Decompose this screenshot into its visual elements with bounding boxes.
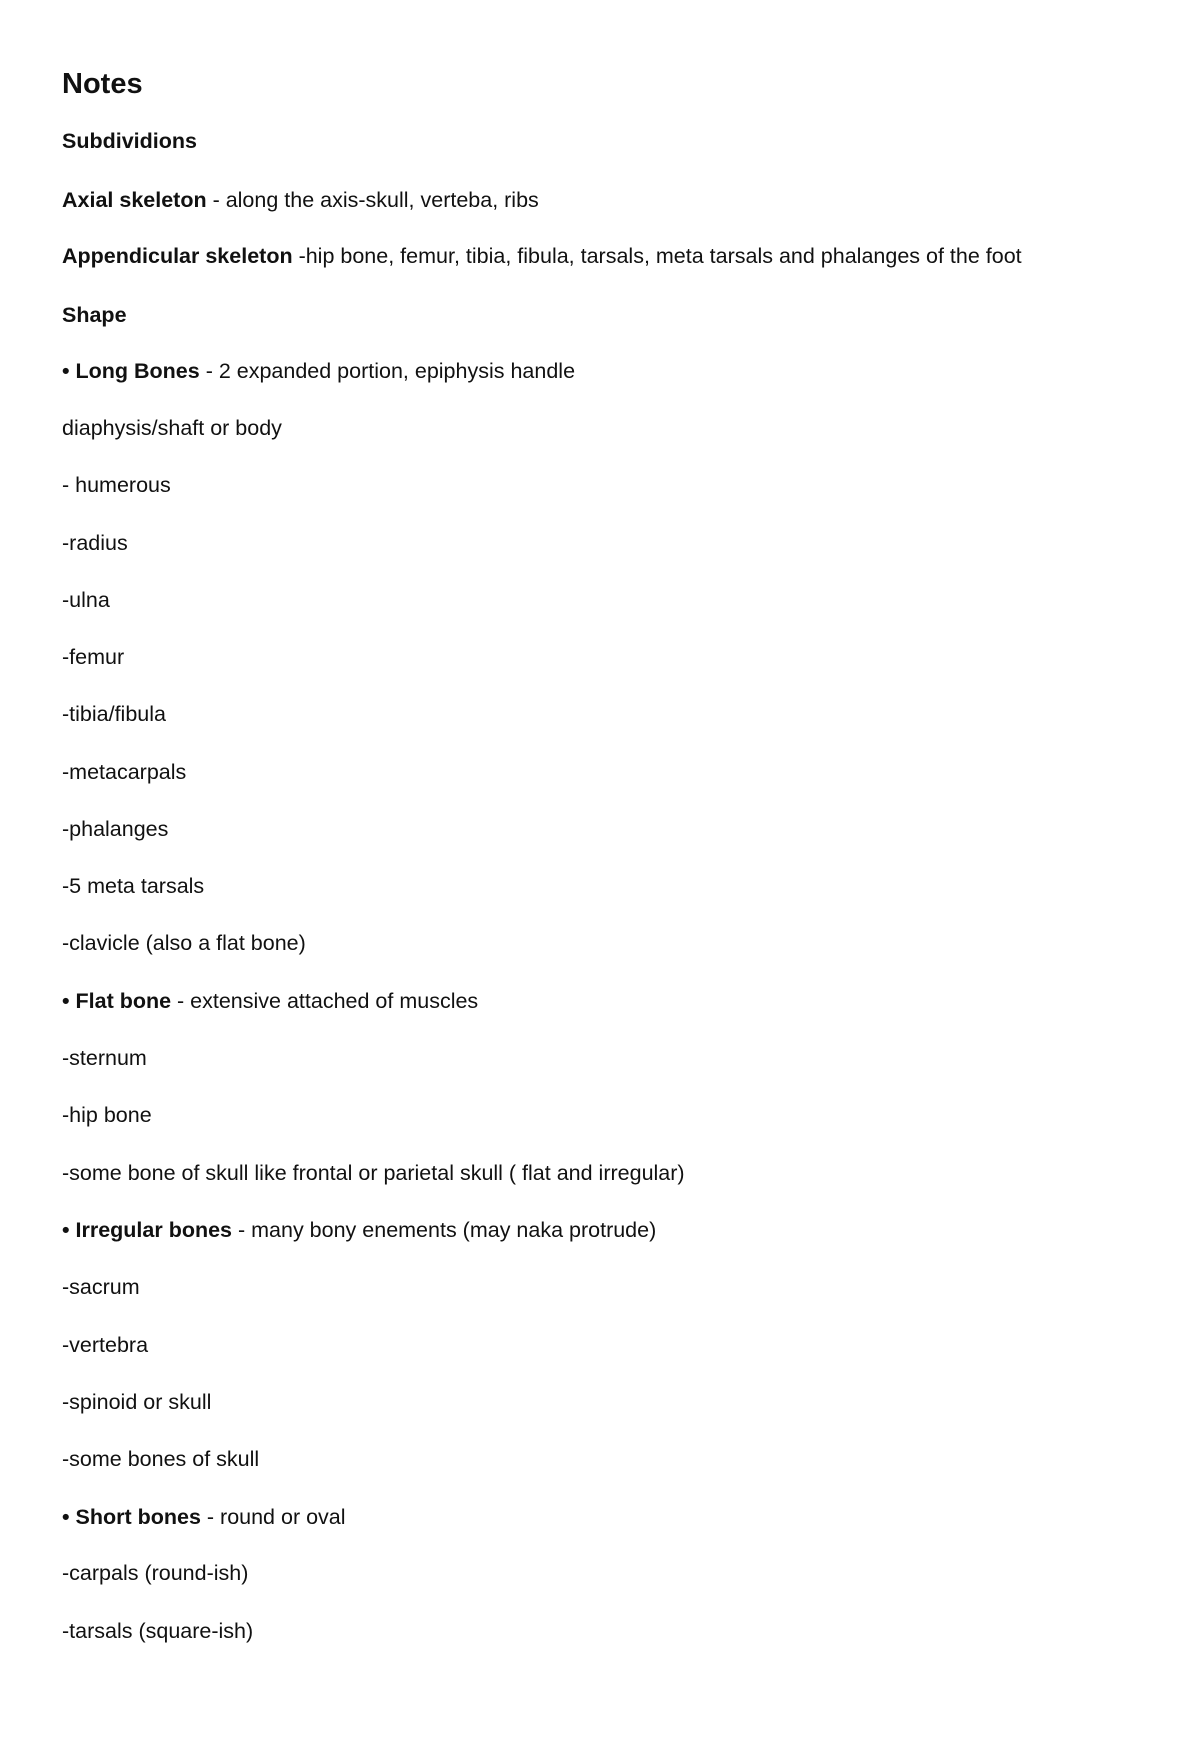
axial-skeleton-text: - along the axis-skull, verteba, ribs [206,188,539,212]
appendicular-skeleton-text: -hip bone, femur, tibia, fibula, tarsals, meta tarsals and phalanges of the foot [292,244,1022,268]
section-heading-subdivisions: Subdividions [62,129,197,153]
list-item: -tarsals (square-ish) [62,1619,254,1643]
list-item: -some bones of skull [62,1447,260,1471]
flat-bone-term: • Flat bone [62,989,172,1013]
list-item: -5 meta tarsals [62,874,205,898]
page-title: Notes [62,68,143,100]
list-item: -clavicle (also a flat bone) [62,931,306,955]
irregular-bones-text: - many bony enements (may naka protrude) [232,1218,657,1242]
list-item: -sternum [62,1046,147,1070]
list-item: -carpals (round-ish) [62,1561,249,1585]
appendicular-skeleton-line [62,241,1022,271]
short-bones-text: - round or oval [200,1505,346,1529]
flat-bone-line [62,986,478,1016]
flat-bone-text: - extensive attached of muscles [171,989,479,1013]
axial-skeleton-line [62,185,539,215]
short-bones-term: • Short bones [62,1505,201,1529]
long-bones-term: • Long Bones [62,359,200,383]
irregular-bones-line [62,1215,656,1245]
list-item: -ulna [62,588,110,612]
axial-skeleton-term: Axial skeleton [62,188,207,212]
long-bones-text: - 2 expanded portion, epiphysis handle [199,359,576,383]
list-item: -hip bone [62,1103,152,1127]
long-bones-line [62,356,575,386]
list-item: - humerous [62,473,171,497]
list-item: -radius [62,531,128,555]
list-item: -femur [62,645,125,669]
short-bones-line [62,1502,346,1532]
list-item: -spinoid or skull [62,1390,212,1414]
list-item: -metacarpals [62,760,187,784]
list-item: -some bone of skull like frontal or parietal skull ( flat and irregular) [62,1161,685,1185]
list-item: -sacrum [62,1275,140,1299]
list-item: -phalanges [62,817,169,841]
irregular-bones-term: • Irregular bones [62,1218,233,1242]
long-bones-continuation: diaphysis/shaft or body [62,416,282,440]
list-item: -vertebra [62,1333,149,1357]
section-heading-shape: Shape [62,303,127,327]
appendicular-skeleton-term: Appendicular skeleton [62,244,293,268]
list-item: -tibia/fibula [62,702,166,726]
